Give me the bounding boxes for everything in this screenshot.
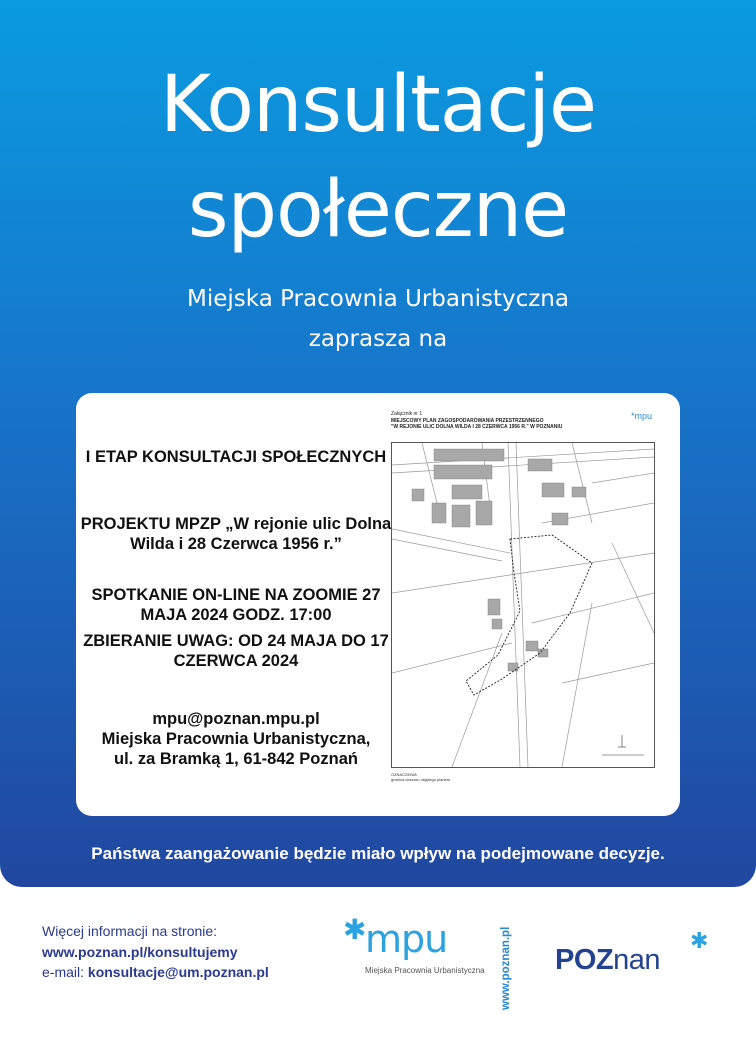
subtitle-line-1: Miejska Pracownia Urbanistyczna (187, 286, 569, 312)
contact-email: mpu@poznan.mpu.pl (152, 710, 320, 728)
zoning-map (387, 411, 660, 791)
more-info-label: Więcej informacji na stronie: (42, 923, 218, 939)
contact-organization: Miejska Pracownia Urbanistyczna, (101, 730, 371, 749)
poznan-logo-caps: POZ (555, 944, 614, 976)
comment-period: ZBIERANIE UWAG: OD 24 MAJA DO 17 CZERWCA 2024 (83, 632, 389, 671)
info-card (76, 393, 680, 816)
plan-boundary (466, 535, 592, 695)
mpu-logo (343, 914, 483, 976)
vertical-url-link[interactable]: www.poznan.pl (500, 926, 512, 1010)
consultation-stage: I ETAP KONSULTACJI SPOŁECZNYCH (85, 448, 387, 466)
map-legend-title: OZNACZENIA (391, 772, 417, 777)
asterisk-icon: ✱ (343, 913, 367, 946)
email-label: e-mail: (42, 964, 85, 980)
map-frame (391, 442, 655, 768)
poznan-logo-lower: nan (613, 944, 661, 976)
mpu-logo-text: mpu (365, 917, 448, 961)
title-line-2: społeczne (187, 165, 569, 255)
footer-info (42, 921, 269, 983)
contact-block (76, 709, 396, 769)
map-attachment: Załącznik nr 1 (391, 411, 423, 417)
mpu-logo-subtitle: Miejska Pracownia Urbanistyczna (365, 966, 485, 975)
map-legend-item: granica obszaru objętego planem (391, 777, 451, 782)
website-link[interactable]: www.poznan.pl/konsultujemy (42, 943, 238, 960)
map-plan-subtitle: "W REJONIE ULIC DOLNA WILDA I 28 CZERWCA 1956 R." W POZNANIU (391, 424, 563, 430)
tagline: Państwa zaangażowanie będzie miało wpływ na podejmowane decyzje. (91, 844, 665, 863)
title-line-1: Konsultacje (159, 60, 597, 150)
online-meeting: SPOTKANIE ON-LINE NA ZOOMIE 27 MAJA 2024 GODZ. 17:00 (91, 586, 381, 625)
contact-address: ul. za Bramką 1, 61-842 Poznań (114, 750, 358, 769)
map-plan-title: MIEJSCOWY PLAN ZAGOSPODAROWANIA PRZESTRZENNEGO (391, 417, 544, 424)
email-link[interactable]: konsultacje@um.poznan.pl (87, 964, 269, 980)
email-line (42, 962, 269, 983)
map-mpu-logo: *mpu (630, 411, 652, 421)
poznan-asterisk-icon: ✱ (690, 929, 709, 954)
map-header (391, 411, 621, 431)
map-drawing (392, 443, 654, 767)
poznan-logo (555, 944, 660, 977)
project-name: PROJEKTU MPZP „W rejonie ulic Dolna Wilda i 28 Czerwca 1956 r.” (80, 515, 392, 554)
subtitle-line-2: zaprasza na (308, 326, 448, 352)
map-legend (391, 772, 450, 782)
